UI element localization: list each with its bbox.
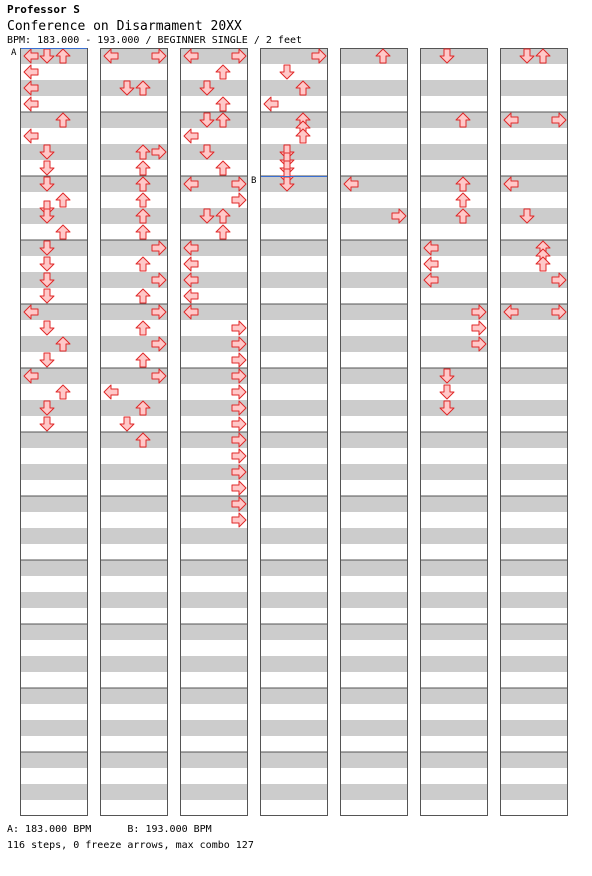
step-arrow-left (183, 304, 199, 320)
step-arrow-down (39, 208, 55, 224)
step-arrow-down (199, 112, 215, 128)
step-arrow-up (135, 192, 151, 208)
step-arrow-down (39, 400, 55, 416)
song-title: Conference on Disarmament 20XX (7, 19, 242, 34)
chart-column-6 (420, 48, 488, 816)
step-arrow-right (151, 304, 167, 320)
chart-column-2 (100, 48, 168, 816)
step-arrow-left (423, 272, 439, 288)
step-arrow-down (119, 80, 135, 96)
step-arrow-up (535, 256, 551, 272)
bpm-change-line (21, 48, 87, 49)
step-arrow-down (439, 400, 455, 416)
step-arrow-right (231, 432, 247, 448)
step-arrow-up (215, 112, 231, 128)
step-arrow-right (151, 272, 167, 288)
step-arrow-down (119, 416, 135, 432)
step-arrow-up (55, 112, 71, 128)
step-arrow-up (135, 144, 151, 160)
step-arrow-down (39, 352, 55, 368)
step-arrow-right (231, 400, 247, 416)
step-arrow-up (135, 176, 151, 192)
step-arrow-left (103, 48, 119, 64)
step-arrow-right (471, 336, 487, 352)
song-artist: Professor S (7, 3, 80, 16)
step-arrow-right (391, 208, 407, 224)
step-arrow-down (39, 240, 55, 256)
step-arrow-right (311, 48, 327, 64)
step-arrow-left (23, 48, 39, 64)
step-arrow-left (423, 240, 439, 256)
step-arrow-left (103, 384, 119, 400)
step-arrow-right (231, 336, 247, 352)
step-arrow-down (439, 368, 455, 384)
bpm-change-label: B (251, 176, 257, 186)
step-arrow-left (23, 128, 39, 144)
step-arrow-down (279, 176, 295, 192)
step-arrow-down (39, 48, 55, 64)
step-arrow-right (231, 352, 247, 368)
step-arrow-up (455, 208, 471, 224)
step-arrow-up (55, 48, 71, 64)
step-arrow-down (39, 144, 55, 160)
step-arrow-up (215, 160, 231, 176)
step-arrow-up (135, 352, 151, 368)
chart-column-7 (500, 48, 568, 816)
step-arrow-left (343, 176, 359, 192)
step-arrow-up (135, 432, 151, 448)
step-arrow-down (39, 272, 55, 288)
step-arrow-up (135, 288, 151, 304)
step-arrow-down (519, 208, 535, 224)
chart-info: BPM: 183.000 - 193.000 / BEGINNER SINGLE / 2 feet (7, 35, 303, 46)
step-arrow-up (295, 128, 311, 144)
bpm-change-line (261, 176, 327, 177)
step-arrow-left (503, 176, 519, 192)
step-arrow-up (135, 160, 151, 176)
step-arrow-up (135, 320, 151, 336)
step-arrow-up (55, 384, 71, 400)
step-arrow-up (455, 192, 471, 208)
step-arrow-right (551, 112, 567, 128)
step-arrow-right (231, 368, 247, 384)
step-arrow-left (183, 256, 199, 272)
step-arrow-up (215, 64, 231, 80)
step-arrow-up (215, 96, 231, 112)
step-arrow-right (471, 320, 487, 336)
step-arrow-left (183, 272, 199, 288)
step-arrow-left (183, 48, 199, 64)
bpm-change-label: A (11, 48, 17, 58)
bpm-legend: A: 183.000 BPM B: 193.000 BPM (7, 824, 212, 835)
step-arrow-right (231, 320, 247, 336)
step-arrow-down (279, 64, 295, 80)
step-arrow-right (231, 512, 247, 528)
step-arrow-down (39, 176, 55, 192)
step-arrow-right (151, 48, 167, 64)
step-arrow-up (55, 336, 71, 352)
step-arrow-left (503, 304, 519, 320)
step-arrow-left (23, 96, 39, 112)
step-arrow-down (199, 144, 215, 160)
step-arrow-down (199, 208, 215, 224)
chart-column-5 (340, 48, 408, 816)
step-arrow-right (231, 416, 247, 432)
step-arrow-up (135, 208, 151, 224)
step-arrow-up (135, 80, 151, 96)
step-arrow-down (39, 160, 55, 176)
step-arrow-down (39, 320, 55, 336)
step-arrow-down (439, 48, 455, 64)
step-arrow-left (23, 368, 39, 384)
step-arrow-right (151, 336, 167, 352)
step-arrow-down (199, 80, 215, 96)
step-arrow-right (231, 464, 247, 480)
step-stats: 116 steps, 0 freeze arrows, max combo 127 (7, 840, 254, 851)
step-arrow-up (135, 400, 151, 416)
step-arrow-up (55, 192, 71, 208)
step-arrow-right (231, 496, 247, 512)
step-arrow-right (151, 144, 167, 160)
step-arrow-up (455, 176, 471, 192)
step-arrow-right (231, 192, 247, 208)
step-arrow-up (135, 256, 151, 272)
step-arrow-left (263, 96, 279, 112)
step-arrow-up (215, 208, 231, 224)
step-arrow-down (39, 288, 55, 304)
step-arrow-right (151, 240, 167, 256)
step-arrow-up (535, 48, 551, 64)
step-arrow-left (503, 112, 519, 128)
step-arrow-left (23, 64, 39, 80)
step-arrow-up (135, 224, 151, 240)
step-arrow-right (231, 48, 247, 64)
step-arrow-right (231, 448, 247, 464)
step-arrow-right (551, 304, 567, 320)
step-arrow-up (455, 112, 471, 128)
step-arrow-right (231, 176, 247, 192)
step-arrow-left (23, 80, 39, 96)
step-arrow-down (39, 416, 55, 432)
step-arrow-up (55, 224, 71, 240)
step-arrow-right (231, 384, 247, 400)
step-arrow-left (183, 240, 199, 256)
step-arrow-down (39, 256, 55, 272)
step-arrow-down (439, 384, 455, 400)
step-arrow-left (183, 128, 199, 144)
step-arrow-left (183, 176, 199, 192)
step-arrow-right (151, 368, 167, 384)
step-arrow-right (471, 304, 487, 320)
step-arrow-up (375, 48, 391, 64)
step-arrow-left (23, 304, 39, 320)
step-arrow-right (231, 480, 247, 496)
step-arrow-down (519, 48, 535, 64)
step-arrow-up (295, 80, 311, 96)
step-arrow-left (183, 288, 199, 304)
step-arrow-left (423, 256, 439, 272)
step-arrow-up (215, 224, 231, 240)
step-arrow-right (551, 272, 567, 288)
